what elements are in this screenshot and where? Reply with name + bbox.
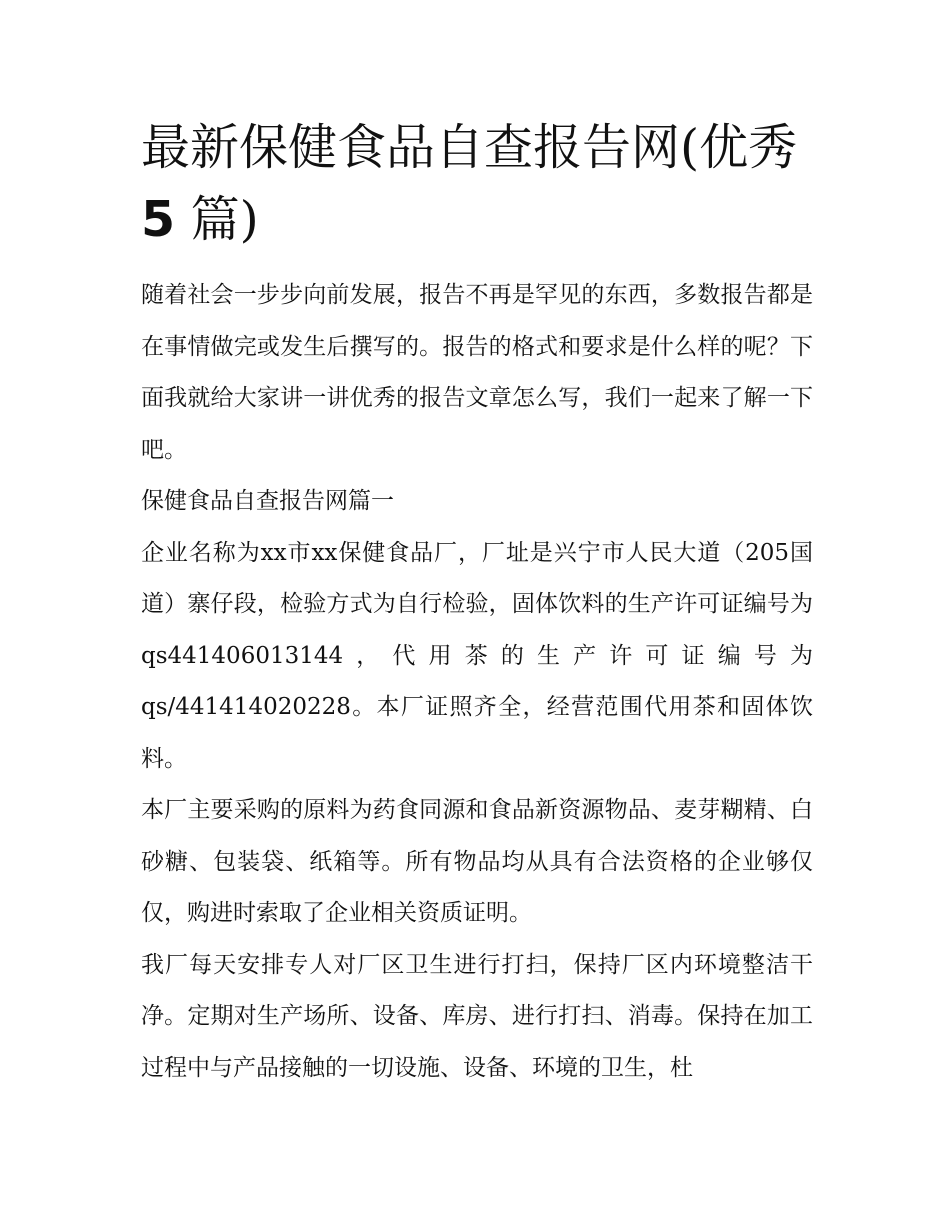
company-info-paragraph: 企业名称为xx市xx保健食品厂，厂址是兴宁市人民大道（205国道）寨仔段，检验方式为自行检验，固体饮料的生产许可证编号为qs441406013144，代用茶的生产许可证编号为qs/441414020228。本厂证照齐全，经营范围代用茶和固体饮料。 xyxy=(141,539,813,772)
intro-paragraph: 随着社会一步步向前发展，报告不再是罕见的东西，多数报告都是在事情做完或发生后撰写的。报告的格式和要求是什么样的呢？下面我就给大家讲一讲优秀的报告文章怎么写，我们一起来了解一下吧。 xyxy=(141,282,813,463)
document-title xyxy=(141,112,813,256)
title-number: 5 xyxy=(141,191,176,248)
title-text: 最新保健食品自查报告网(优秀 xyxy=(141,119,798,176)
title-suffix: 篇) xyxy=(175,191,259,248)
hygiene-paragraph: 我厂每天安排专人对厂区卫生进行打扫，保持厂区内环境整洁干净。定期对生产场所、设备、库房、进行打扫、消毒。保持在加工过程中与产品接触的一切设施、设备、环境的卫生，杜 xyxy=(141,951,813,1081)
procurement-paragraph: 本厂主要采购的原料为药食同源和食品新资源物品、麦芽糊精、白砂糖、包装袋、纸箱等。所有物品均从具有合法资格的企业够仅仅，购进时索取了企业相关资质证明。 xyxy=(141,797,813,926)
section-heading: 保健食品自查报告网篇一 xyxy=(141,488,394,514)
document-body xyxy=(141,112,813,1094)
